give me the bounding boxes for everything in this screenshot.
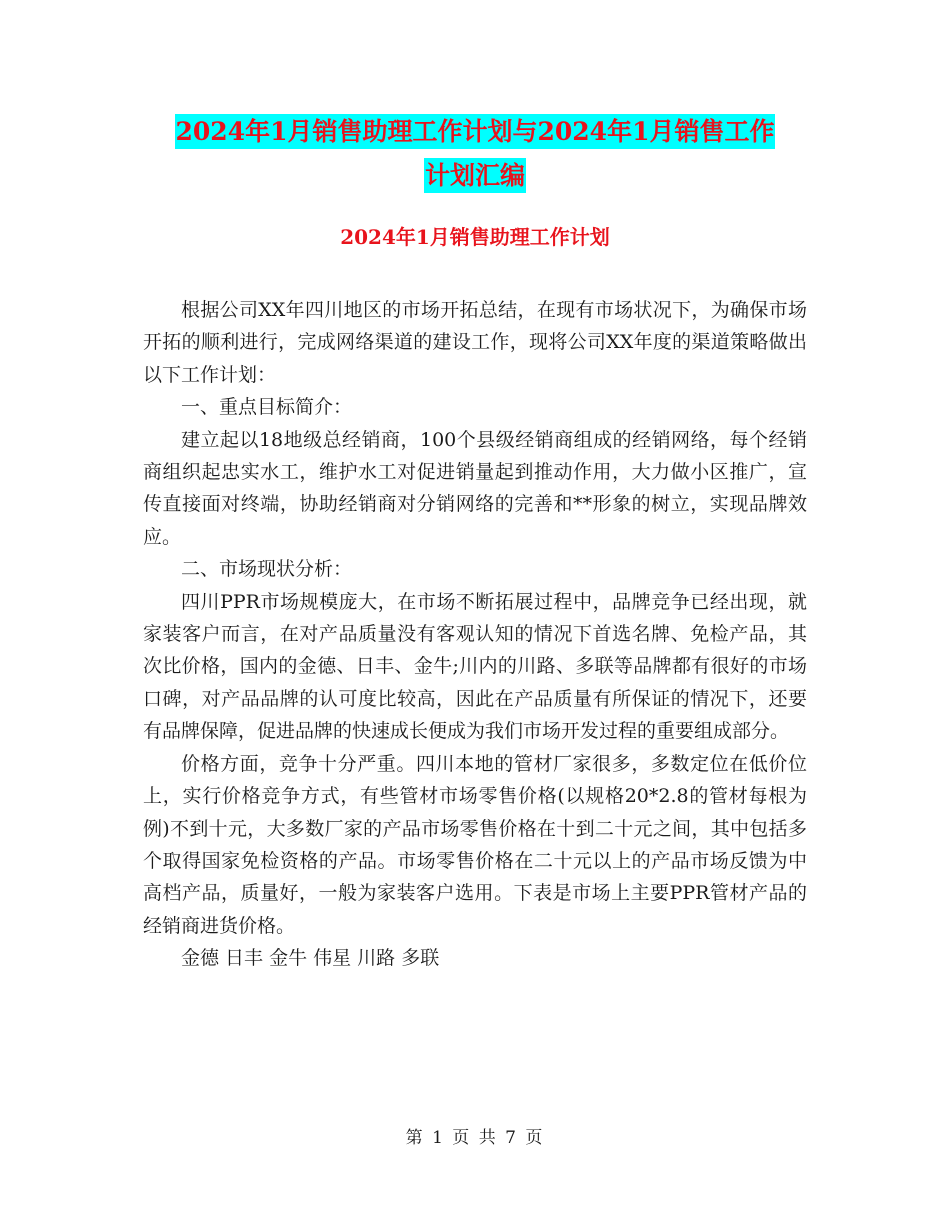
heading-key-goals: 一、重点目标简介： [181, 396, 353, 419]
document-title-line2: 计划汇编 [424, 158, 526, 193]
section-title: 2024年1月销售助理工作计划 [340, 225, 610, 249]
paragraph-key-goals: 建立起以18地级总经销商，100个县级经销商组成的经销网络，每个经销商组织起忠实水工，维护水工对促进销量起到推动作用，大力做小区推广，宣传直接面对终端，协助经销商对分销网络的完善和**形象的树立，实现品牌效应。 [143, 428, 807, 548]
document-body [143, 294, 807, 975]
document-title [0, 110, 950, 198]
heading-market-analysis: 二、市场现状分析： [181, 558, 353, 581]
page-footer: 第 1 页 共 7 页 [405, 1128, 545, 1148]
paragraph-brand-list: 金德 日丰 金牛 伟星 川路 多联 [181, 947, 440, 970]
paragraph-pricing: 价格方面，竞争十分严重。四川本地的管材厂家很多，多数定位在低价位上，实行价格竞争方式，有些管材市场零售价格(以规格20*2.8的管材每根为例)不到十元，大多数厂家的产品市场零售价格在十到二十元之间，其中包括多个取得国家免检资格的产品。市场零售价格在二十元以上的产品市场反馈为中高档产品，质量好，一般为家装客户选用。下表是市场上主要PPR管材产品的经销商进货价格。 [143, 752, 807, 937]
paragraph-intro: 根据公司XX年四川地区的市场开拓总结，在现有市场状况下，为确保市场开拓的顺利进行，完成网络渠道的建设工作，现将公司XX年度的渠道策略做出以下工作计划： [143, 299, 807, 386]
document-title-line1: 2024年1月销售助理工作计划与2024年1月销售工作 [175, 114, 776, 149]
paragraph-market-analysis: 四川PPR市场规模庞大，在市场不断拓展过程中，品牌竞争已经出现，就家装客户而言，在对产品质量没有客观认知的情况下首选名牌、免检产品，其次比价格，国内的金德、日丰、金牛;川内的川路、多联等品牌都有很好的市场口碑，对产品品牌的认可度比较高，因此在产品质量有所保证的情况下，还要有品牌保障，促进品牌的快速成长便成为我们市场开发过程的重要组成部分。 [143, 590, 807, 743]
